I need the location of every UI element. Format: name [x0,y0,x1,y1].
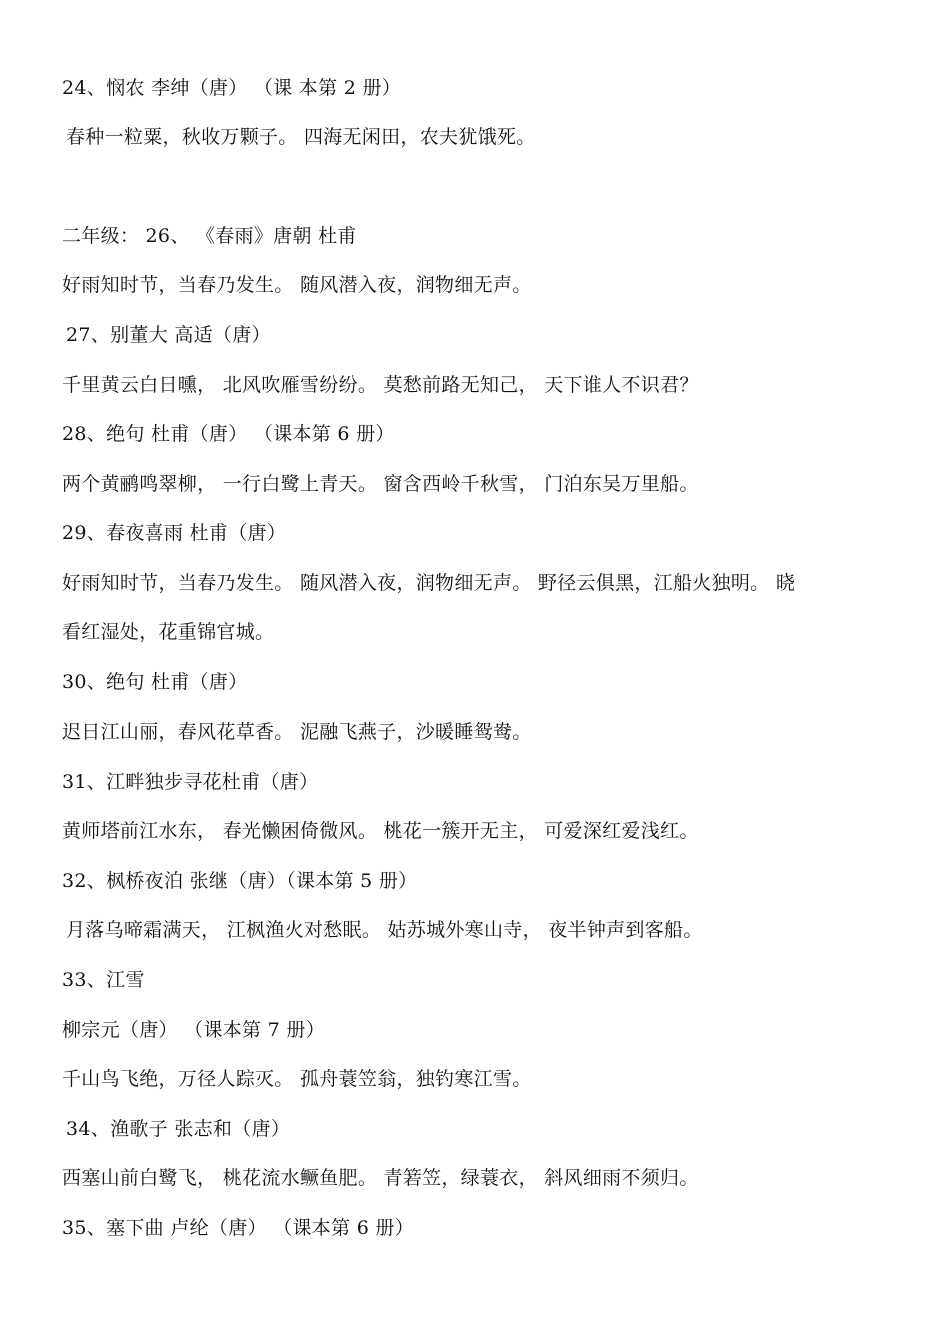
poem-29-heading: 29、春夜喜雨 杜甫（唐） [62,522,287,544]
poem-33-heading: 33、江雪 [62,969,145,991]
poem-31-text: 黄师塔前江水东， 春光懒困倚微风。 桃花一簇开无主， 可爱深红爱浅红。 [62,820,699,842]
poem-28-heading: 28、绝句 杜甫（唐） （课本第 6 册） [62,423,395,445]
poem-31-heading: 31、江畔独步寻花杜甫（唐） [62,771,319,793]
poem-30-heading: 30、绝句 杜甫（唐） [62,671,248,693]
poem-30-text: 迟日江山丽，春风花草香。 泥融飞燕子，沙暖睡鸳鸯。 [62,721,532,743]
poem-33-text: 千山鸟飞绝，万径人踪灭。 孤舟蓑笠翁，独钓寒江雪。 [62,1068,532,1090]
poem-35-heading: 35、塞下曲 卢纶（唐） （课本第 6 册） [62,1217,415,1239]
poem-29-text-line-2: 看红湿处，花重锦官城。 [62,621,275,643]
poem-33-author: 柳宗元（唐） （课本第 7 册） [62,1019,326,1041]
poem-28-text: 两个黄鹂鸣翠柳， 一行白鹭上青天。 窗含西岭千秋雪， 门泊东吴万里船。 [62,473,699,495]
poem-24-text: 春种一粒粟，秋收万颗子。 四海无闲田，农夫犹饿死。 [66,126,536,148]
poem-34-heading: 34、渔歌子 张志和（唐） [66,1118,291,1140]
poem-27-heading: 27、别董大 高适（唐） [66,324,271,346]
poem-29-text-line-1: 好雨知时节，当春乃发生。 随风潜入夜，润物细无声。 野径云俱黑，江船火独明。 晓 [62,572,796,594]
poem-27-text: 千里黄云白日曛， 北风吹雁雪纷纷。 莫愁前路无知己， 天下谁人不识君？ [62,374,699,396]
poem-34-text: 西塞山前白鹭飞， 桃花流水鳜鱼肥。 青箬笠，绿蓑衣， 斜风细雨不须归。 [62,1167,699,1189]
poem-26-text: 好雨知时节，当春乃发生。 随风潜入夜，润物细无声。 [62,274,532,296]
poem-32-heading: 32、枫桥夜泊 张继（唐）（课本第 5 册） [62,870,418,892]
poem-24-heading: 24、悯农 李绅（唐） （课 本第 2 册） [62,77,402,99]
grade-2-poem-26-heading: 二年级： 26、 《春雨》唐朝 杜甫 [62,225,357,247]
poem-32-text: 月落乌啼霜满天， 江枫渔火对愁眠。 姑苏城外寒山寺， 夜半钟声到客船。 [66,919,703,941]
